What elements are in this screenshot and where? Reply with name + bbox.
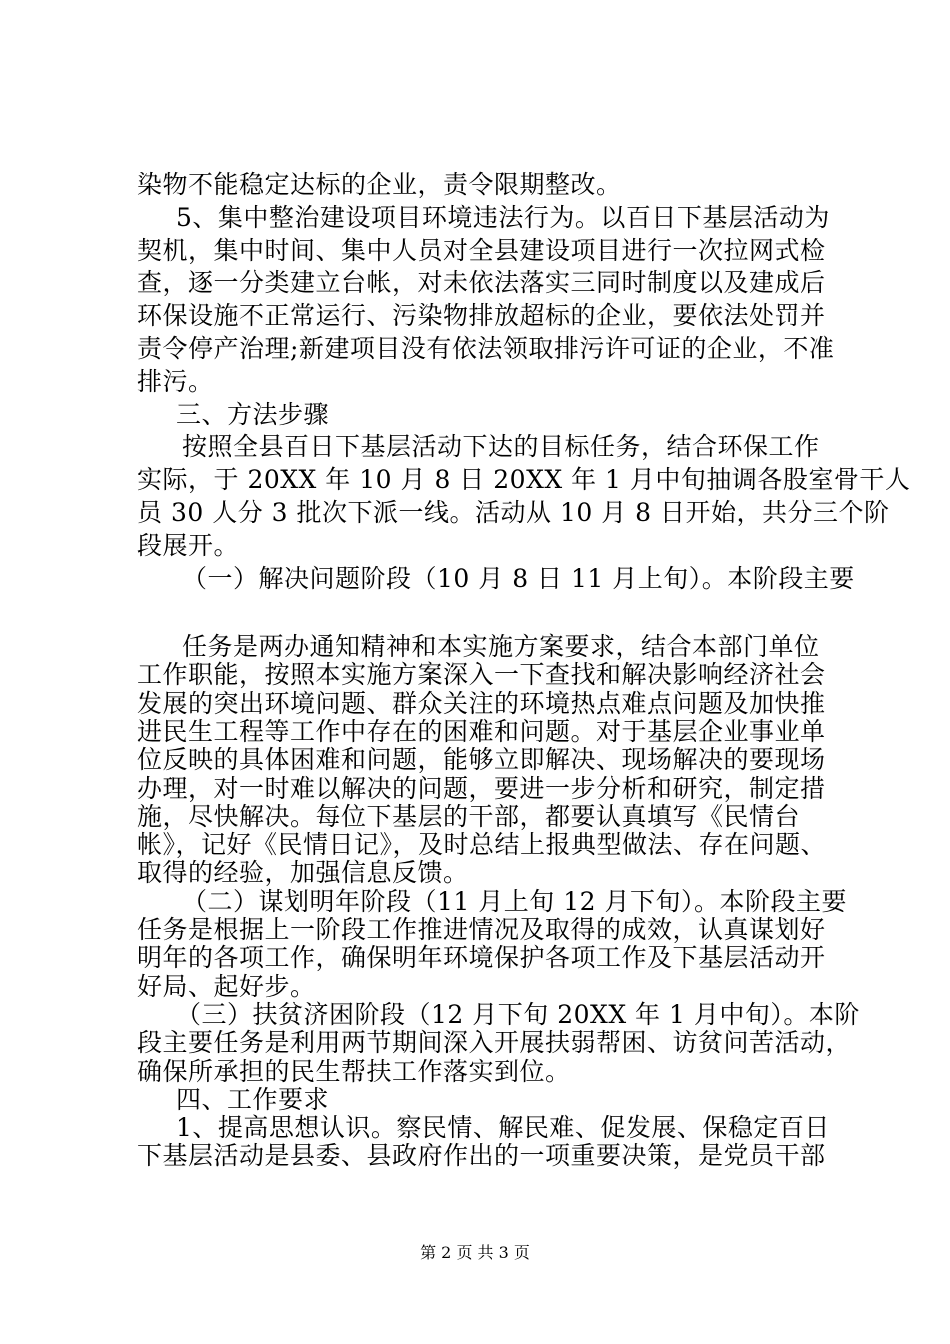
text-line: （三）扶贫济困阶段（12 月下旬 20XX 年 1 月中旬）。本阶 xyxy=(176,1000,860,1029)
text-line: （一）解决问题阶段（10 月 8 日 11 月上旬）。本阶段主要 xyxy=(182,564,855,593)
page-number: 第 2 页 共 3 页 xyxy=(420,1243,530,1262)
text-line: 段主要任务是利用两节期间深入开展扶弱帮困、访贫问苦活动， xyxy=(137,1028,852,1057)
text-line: 实际，于 20XX 年 10 月 8 日 20XX 年 1 月中旬抽调各股室骨干人 xyxy=(137,465,911,494)
text-line: 位反映的具体困难和问题，能够立即解决、现场解决的要现场 xyxy=(137,745,826,774)
text-line: 环保设施不正常运行、污染物排放超标的企业，要依法处罚并 xyxy=(137,301,826,330)
text-line: 进民生工程等工作中存在的困难和问题。对于基层企业事业单 xyxy=(137,717,826,746)
text-line: 好局、起好步。 xyxy=(137,972,316,1001)
text-line: （二）谋划明年阶段（11 月上旬 12 月下旬）。本阶段主要 xyxy=(182,887,847,916)
text-line: 责令停产治理;新建项目没有依法领取排污许可证的企业，不准 xyxy=(137,334,835,363)
text-line: 确保所承担的民生帮扶工作落实到位。 xyxy=(137,1057,571,1086)
text-line: 段展开。 xyxy=(137,531,240,560)
text-line: 办理，对一时难以解决的问题，要进一步分析和研究，制定措 xyxy=(137,774,826,803)
text-line: 施，尽快解决。每位下基层的干部，都要认真填写《民情台 xyxy=(137,802,801,831)
text-line: 染物不能稳定达标的企业，责令限期整改。 xyxy=(137,170,622,199)
text-line: 按照全县百日下基层活动下达的目标任务，结合环保工作 xyxy=(182,432,820,461)
text-line: 工作职能，按照本实施方案深入一下查找和解决影响经济社会 xyxy=(137,660,826,689)
section-heading: 四、工作要求 xyxy=(176,1085,330,1114)
text-line: 任务是根据上一阶段工作推进情况及取得的成效，认真谋划好 xyxy=(137,915,826,944)
text-line: 帐》，记好《民情日记》，及时总结上报典型做法、存在问题、 xyxy=(137,830,827,859)
section-heading: 三、方法步骤 xyxy=(176,400,330,429)
text-line: 5、集中整治建设项目环境违法行为。以百日下基层活动为 xyxy=(176,203,830,232)
text-line: 发展的突出环境问题、群众关注的环境热点难点问题及加快推 xyxy=(137,689,826,718)
text-line: 员 30 人分 3 批次下派一线。活动从 10 月 8 日开始，共分三个阶 xyxy=(137,498,890,527)
text-line: 排污。 xyxy=(137,367,214,396)
text-line: 明年的各项工作，确保明年环境保护各项工作及下基层活动开 xyxy=(137,943,826,972)
text-line: 下基层活动是县委、县政府作出的一项重要决策，是党员干部 xyxy=(137,1141,826,1170)
text-line: 查，逐一分类建立台帐，对未依法落实三同时制度以及建成后 xyxy=(137,268,826,297)
text-line: 任务是两办通知精神和本实施方案要求，结合本部门单位 xyxy=(182,632,820,661)
text-line: 契机，集中时间、集中人员对全县建设项目进行一次拉网式检 xyxy=(137,236,826,265)
text-line: 取得的经验，加强信息反馈。 xyxy=(137,858,469,887)
text-line: 1、提高思想认识。察民情、解民难、促发展、保稳定百日 xyxy=(176,1113,830,1142)
